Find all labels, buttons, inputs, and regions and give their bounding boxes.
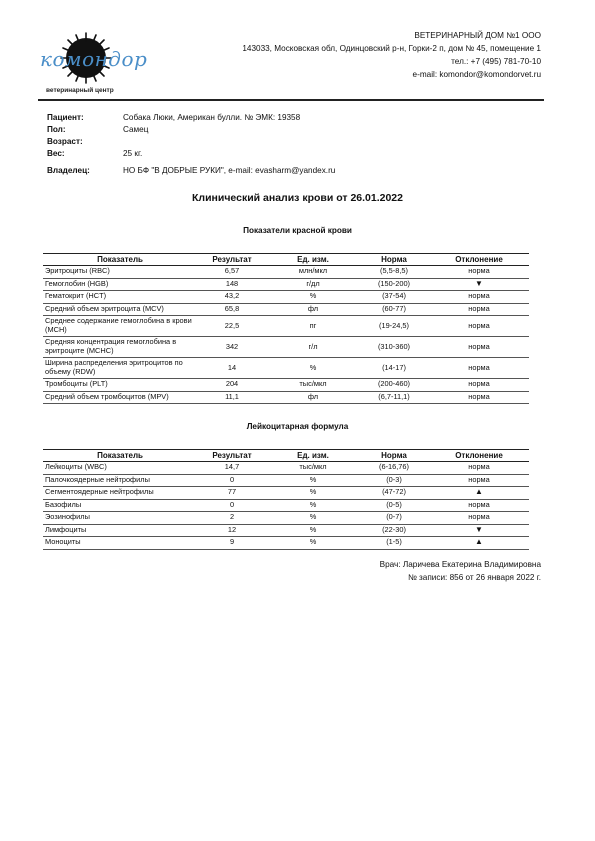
cell-indicator: Палочкоядерные нейтрофилы — [43, 474, 197, 487]
table-row — [43, 462, 529, 475]
cell-indicator: Средний объем эритроцита (MCV) — [43, 303, 197, 316]
cell-unit: % — [267, 474, 359, 487]
logo-subtitle: ветеринарный центр — [46, 87, 114, 94]
cell-deviation: ▲ — [429, 487, 529, 500]
record-number: № записи: 856 от 26 января 2022 г. — [408, 573, 541, 582]
cell-deviation: норма — [429, 499, 529, 512]
clinic-logo — [38, 30, 148, 100]
table-header-row — [43, 450, 529, 462]
red-blood-table-body — [43, 266, 529, 404]
cell-unit: фл — [267, 391, 359, 404]
patient-label: Пациент: — [47, 113, 84, 122]
logo-wordmark: комондор — [40, 47, 148, 71]
cell-result: 204 — [197, 379, 267, 392]
cell-unit: % — [267, 537, 359, 550]
table-row — [43, 278, 529, 291]
column-header-unit: Ед. изм. — [267, 254, 359, 266]
weight-label: Вес: — [47, 149, 65, 158]
cell-indicator: Моноциты — [43, 537, 197, 550]
table-row — [43, 391, 529, 404]
red-blood-table — [43, 253, 529, 404]
cell-norm: (0-5) — [359, 499, 429, 512]
cell-unit: млн/мкл — [267, 266, 359, 279]
clinic-name: ВЕТЕРИНАРНЫЙ ДОМ №1 ООО — [414, 31, 541, 40]
leuko-table-body — [43, 462, 529, 550]
cell-unit: тыс/мкл — [267, 379, 359, 392]
cell-norm: (47-72) — [359, 487, 429, 500]
cell-deviation: ▲ — [429, 537, 529, 550]
cell-norm: (19-24,5) — [359, 316, 429, 337]
cell-unit: г/дл — [267, 278, 359, 291]
column-header-norm: Норма — [359, 254, 429, 266]
leuko-table — [43, 449, 529, 550]
table-row — [43, 316, 529, 337]
cell-deviation: норма — [429, 303, 529, 316]
table-row — [43, 291, 529, 304]
table-row — [43, 474, 529, 487]
table-row — [43, 524, 529, 537]
cell-result: 342 — [197, 337, 267, 358]
cell-indicator: Эритроциты (RBC) — [43, 266, 197, 279]
cell-result: 43,2 — [197, 291, 267, 304]
clinic-address: 143033, Московская обл, Одинцовский р-н, Горки-2 п, дом № 45, помещение 1 — [242, 44, 541, 53]
table-row — [43, 487, 529, 500]
clinic-info — [242, 29, 541, 81]
cell-unit: % — [267, 358, 359, 379]
cell-unit: тыс/мкл — [267, 462, 359, 475]
leuko-section-title: Лейкоцитарная формула — [246, 422, 349, 431]
cell-indicator: Лейкоциты (WBC) — [43, 462, 197, 475]
cell-result: 77 — [197, 487, 267, 500]
cell-deviation: норма — [429, 266, 529, 279]
cell-norm: (14-17) — [359, 358, 429, 379]
cell-result: 14 — [197, 358, 267, 379]
table-header-row — [43, 254, 529, 266]
clinic-phone: тел.: +7 (495) 781-70-10 — [451, 57, 541, 66]
cell-unit: % — [267, 512, 359, 525]
red-section-title: Показатели красной крови — [243, 226, 352, 235]
cell-norm: (22-30) — [359, 524, 429, 537]
cell-deviation: норма — [429, 337, 529, 358]
table-row — [43, 512, 529, 525]
table-row — [43, 358, 529, 379]
cell-unit: % — [267, 499, 359, 512]
cell-deviation: ▼ — [429, 278, 529, 291]
cell-indicator: Среднее содержание гемоглобина в крови (MCH) — [43, 316, 197, 337]
cell-deviation: норма — [429, 462, 529, 475]
column-header-norm: Норма — [359, 450, 429, 462]
cell-deviation: норма — [429, 358, 529, 379]
cell-indicator: Средний объем тромбоцитов (MPV) — [43, 391, 197, 404]
table-row — [43, 303, 529, 316]
cell-norm: (5,5-8,5) — [359, 266, 429, 279]
table-row — [43, 337, 529, 358]
cell-deviation: норма — [429, 379, 529, 392]
cell-indicator: Тромбоциты (PLT) — [43, 379, 197, 392]
cell-indicator: Сегментоядерные нейтрофилы — [43, 487, 197, 500]
column-header-indicator: Показатель — [43, 254, 197, 266]
cell-result: 0 — [197, 499, 267, 512]
cell-norm: (200-460) — [359, 379, 429, 392]
cell-indicator: Средняя концентрация гемоглобина в эритроците (MCHC) — [43, 337, 197, 358]
cell-norm: (37-54) — [359, 291, 429, 304]
cell-deviation: ▼ — [429, 524, 529, 537]
cell-indicator: Базофилы — [43, 499, 197, 512]
cell-norm: (60-77) — [359, 303, 429, 316]
table-row — [43, 537, 529, 550]
cell-unit: г/л — [267, 337, 359, 358]
doctor-name: Врач: Ларичева Екатерина Владимировна — [379, 560, 541, 569]
document-title: Клинический анализ крови от 26.01.2022 — [191, 192, 403, 204]
table-row — [43, 499, 529, 512]
cell-result: 6,57 — [197, 266, 267, 279]
doctor-signature-block — [380, 558, 541, 584]
cell-deviation: норма — [429, 291, 529, 304]
clinic-email: e-mail: komondor@komondorvet.ru — [412, 70, 541, 79]
cell-result: 11,1 — [197, 391, 267, 404]
cell-indicator: Гематокрит (HCT) — [43, 291, 197, 304]
table-row — [43, 379, 529, 392]
cell-indicator: Лимфоциты — [43, 524, 197, 537]
cell-result: 12 — [197, 524, 267, 537]
patient-value: Собака Люки, Американ булли. № ЭМК: 19358 — [123, 113, 301, 122]
weight-value: 25 кг. — [123, 149, 143, 158]
column-header-result: Результат — [197, 450, 267, 462]
cell-norm: (1-5) — [359, 537, 429, 550]
age-label: Возраст: — [47, 137, 83, 146]
cell-indicator: Ширина распределения эритроцитов по объему (RDW) — [43, 358, 197, 379]
cell-deviation: норма — [429, 474, 529, 487]
column-header-result: Результат — [197, 254, 267, 266]
cell-norm: (0-7) — [359, 512, 429, 525]
cell-indicator: Эозинофилы — [43, 512, 197, 525]
cell-unit: % — [267, 291, 359, 304]
cell-deviation: норма — [429, 391, 529, 404]
header-divider — [38, 99, 544, 101]
column-header-deviation: Отклонение — [429, 450, 529, 462]
cell-result: 148 — [197, 278, 267, 291]
cell-result: 2 — [197, 512, 267, 525]
cell-norm: (150-200) — [359, 278, 429, 291]
cell-norm: (6,7-11,1) — [359, 391, 429, 404]
owner-value: НО БФ "В ДОБРЫЕ РУКИ", e-mail: evasharm@yandex.ru — [123, 166, 336, 175]
cell-unit: % — [267, 524, 359, 537]
table-row — [43, 266, 529, 279]
cell-result: 0 — [197, 474, 267, 487]
cell-unit: фл — [267, 303, 359, 316]
cell-result: 65,8 — [197, 303, 267, 316]
column-header-indicator: Показатель — [43, 450, 197, 462]
column-header-unit: Ед. изм. — [267, 450, 359, 462]
cell-norm: (6-16,76) — [359, 462, 429, 475]
cell-result: 22,5 — [197, 316, 267, 337]
cell-result: 9 — [197, 537, 267, 550]
cell-indicator: Гемоглобин (HGB) — [43, 278, 197, 291]
cell-norm: (310-360) — [359, 337, 429, 358]
column-header-deviation: Отклонение — [429, 254, 529, 266]
cell-norm: (0-3) — [359, 474, 429, 487]
owner-label: Владелец: — [47, 166, 90, 175]
cell-result: 14,7 — [197, 462, 267, 475]
cell-unit: % — [267, 487, 359, 500]
cell-unit: пг — [267, 316, 359, 337]
sex-label: Пол: — [47, 125, 66, 134]
cell-deviation: норма — [429, 512, 529, 525]
cell-deviation: норма — [429, 316, 529, 337]
sex-value: Самец — [123, 125, 149, 134]
